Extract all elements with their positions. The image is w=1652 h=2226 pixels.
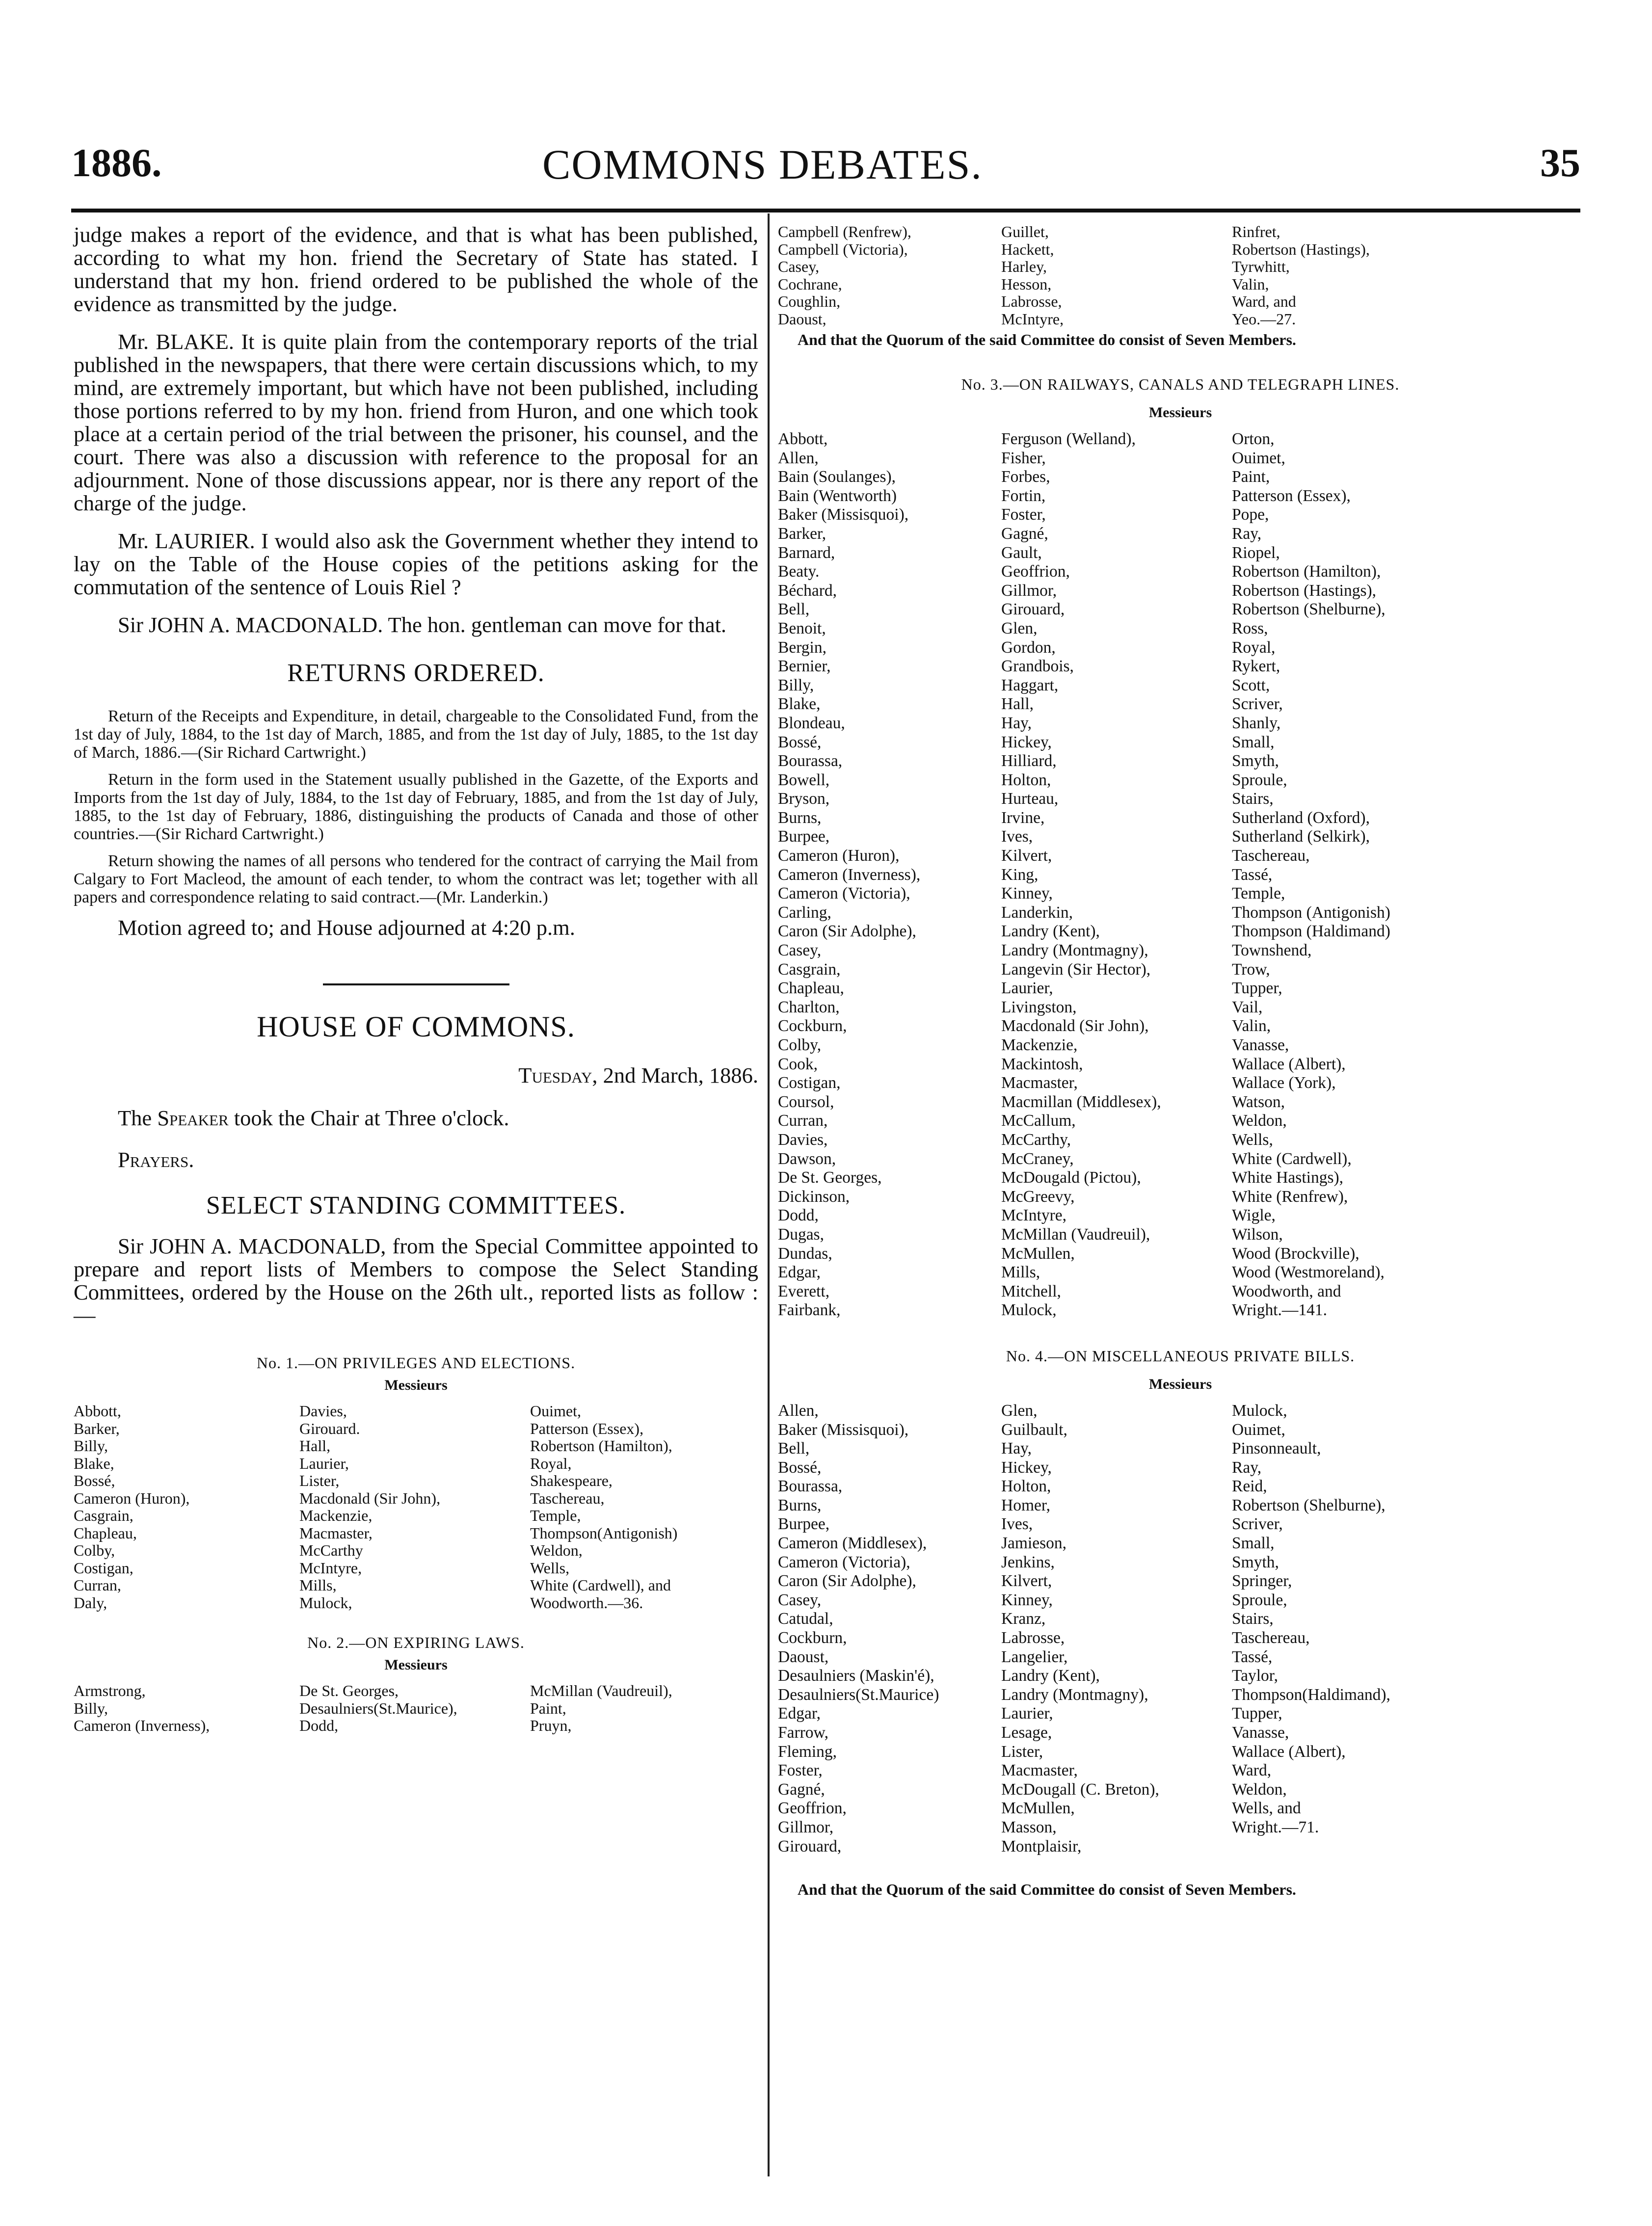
member-column: Glen, Guilbault, Hay, Hickey, Holton, Homer, Ives, Jamieson, Jenkins, Kilvert, Kinney, Kranz, Labrosse, Langelier, Landry (Kent), Landry (Montmagny), Laurier, Lesage, Lister, Macmaster, McDougall (C. Breton), McMullen, Masson, Montplaisir, bbox=[1001, 1401, 1159, 1855]
member-column: Ouimet, Patterson (Essex), Robertson (Hamilton), Royal, Shakespeare, Taschereau, Temple, Thompson(Antigonish) Weldon, Wells, White (Cardwell), and Woodworth.—36. bbox=[530, 1402, 678, 1612]
header-year: 1886. bbox=[71, 140, 162, 185]
debate-paragraph bbox=[74, 530, 758, 599]
member-column: Orton, Ouimet, Paint, Patterson (Essex), Pope, Ray, Riopel, Robertson (Hamilton), Robertson (Hastings), Robertson (Shelburne), Ross, Royal, Rykert, Scott, Scriver, Shanly, Small, Smyth, Sproule, Stairs, Sutherland (Oxford), Sutherland (Selkirk), Taschereau, Tassé, Temple, Thompson (Antigonish) Thompson (Haldimand) Townshend, Trow, Tupper, Vail, Valin, Vanasse, Wallace (Albert), Wallace (York), Watson, Weldon, Wells, White (Cardwell), White Hastings), White (Renfrew), Wigle, Wilson, Wood (Brockville), Wood (Westmoreland), Woodworth, and Wright.—141. bbox=[1232, 430, 1390, 1320]
quorum-note: And that the Quorum of the said Committee do consist of Seven Members. bbox=[798, 1881, 1296, 1899]
return-item: Return of the Receipts and Expenditure, in detail, chargeable to the Consolidated Fund, from the 1st day of July, 1884, to the 1st day of March, 1885, and from the 1st day of July, 1885, to the 1st day of March, 1886.—(Sir Richard Cartwright.) bbox=[74, 707, 758, 762]
member-list bbox=[778, 1402, 1583, 1856]
member-column: Campbell (Renfrew), Campbell (Victoria), Casey, Cochrane, Coughlin, Daoust, bbox=[778, 223, 911, 328]
returns-heading: RETURNS ORDERED. bbox=[287, 659, 545, 687]
right-column bbox=[778, 223, 1583, 1898]
member-column: Abbott, Barker, Billy, Blake, Bossé, Cameron (Huron), Casgrain, Chapleau, Colby, Costigan, Curran, Daly, bbox=[74, 1402, 190, 1612]
debate-paragraph bbox=[74, 330, 758, 515]
debate-paragraph: judge makes a report of the evidence, and that is what has been published, according to what my hon. friend the Secretary of State has stated. I understand that my hon. friend ordered to be published the whole of the evidence as transmitted by the judge. bbox=[74, 222, 758, 316]
member-list bbox=[74, 1682, 758, 1735]
return-item: Return in the form used in the Statement usually published in the Gazette, of the Exports and Imports from the 1st day of July, 1884, to the 1st day of February, 1885, and from the 1st day of July, 1885, to the 1st day of February, 1886, distinguishing the products of Canada and those of other countries.—(Sir Richard Cartwright.) bbox=[74, 770, 758, 843]
committee-title: No. 1.—ON PRIVILEGES AND ELECTIONS. bbox=[256, 1354, 576, 1372]
debate-paragraph bbox=[74, 1235, 758, 1327]
member-column: Abbott, Allen, Bain (Soulanges), Bain (Wentworth) Baker (Missisquoi), Barker, Barnard, Beaty. Béchard, Bell, Benoit, Bergin, Bernier, Billy, Blake, Blondeau, Bossé, Bourassa, Bowell, Bryson, Burns, Burpee, Cameron (Huron), Cameron (Inverness), Cameron (Victoria), Carling, Caron (Sir Adolphe), Casey, Casgrain, Chapleau, Charlton, Cockburn, Colby, Cook, Costigan, Coursol, Curran, Davies, Dawson, De St. Georges, Dickinson, Dodd, Dugas, Dundas, Edgar, Everett, Fairbank, bbox=[778, 430, 921, 1320]
speech-text: from the Special Committee appointed to prepare and report lists of Members to compose the Select Standing Committees, ordered by the House on the 26th ult., reported lists as follow :— bbox=[74, 1234, 758, 1327]
messieurs-label: Messieurs bbox=[384, 1377, 448, 1393]
return-item: Return showing the names of all persons who tendered for the contract of carrying the Mail from Calgary to Fort Macleod, the amount of each tender, to whom the contract was let; together with all papers and correspondence relating to said contract.—(Mr. Landerkin.) bbox=[74, 852, 758, 906]
header-rule bbox=[71, 209, 1580, 212]
motion-text: Motion agreed to; and House adjourned at 4:20 p.m. bbox=[118, 915, 575, 940]
section-divider bbox=[323, 983, 509, 985]
speaker-name: Sir JOHN A. MACDONALD. bbox=[118, 612, 383, 637]
messieurs-label: Messieurs bbox=[1148, 404, 1212, 421]
member-list bbox=[778, 223, 1583, 328]
prayers-line: Prayers. bbox=[118, 1147, 194, 1172]
speech-text: The hon. gentleman can move for that. bbox=[388, 612, 727, 637]
member-column: Ferguson (Welland), Fisher, Forbes, Fortin, Foster, Gagné, Gault, Geoffrion, Gillmor, Girouard, Glen, Gordon, Grandbois, Haggart, Hall, Hay, Hickey, Hilliard, Holton, Hurteau, Irvine, Ives, Kilvert, King, Kinney, Landerkin, Landry (Kent), Landry (Montmagny), Langevin (Sir Hector), Laurier, Livingston, Macdonald (Sir John), Mackenzie, Mackintosh, Macmaster, Macmillan (Middlesex), McCallum, McCarthy, McCraney, McDougald (Pictou), McGreevy, McIntyre, McMillan (Vaudreuil), McMullen, Mills, Mitchell, Mulock, bbox=[1001, 430, 1161, 1320]
speaker-name: Sir JOHN A. MACDONALD, bbox=[118, 1234, 386, 1258]
header-title: COMMONS DEBATES. bbox=[542, 141, 983, 188]
messieurs-label: Messieurs bbox=[1148, 1376, 1212, 1392]
messieurs-label: Messieurs bbox=[384, 1657, 448, 1673]
member-column: Mulock, Ouimet, Pinsonneault, Ray, Reid, Robertson (Shelburne), Scriver, Small, Smyth, Springer, Sproule, Stairs, Taschereau, Tassé, Taylor, Thompson(Haldimand), Tupper, Vanasse, Wallace (Albert), Ward, Weldon, Wells, and Wright.—71. bbox=[1232, 1401, 1390, 1836]
member-list bbox=[778, 430, 1583, 1320]
committee-title: No. 2.—ON EXPIRING LAWS. bbox=[307, 1634, 525, 1651]
quorum-note: And that the Quorum of the said Committee do consist of Seven Members. bbox=[798, 331, 1296, 348]
member-column: McMillan (Vaudreuil), Paint, Pruyn, bbox=[530, 1682, 672, 1734]
member-column: Rinfret, Robertson (Hastings), Tyrwhitt, Valin, Ward, and Yeo.—27. bbox=[1232, 223, 1370, 328]
debate-paragraph bbox=[74, 613, 758, 636]
column-divider bbox=[768, 213, 770, 2176]
house-of-commons-heading: HOUSE OF COMMONS. bbox=[257, 1010, 575, 1043]
member-column: Armstrong, Billy, Cameron (Inverness), bbox=[74, 1682, 210, 1734]
member-column: De St. Georges, Desaulniers(St.Maurice), Dodd, bbox=[299, 1682, 457, 1734]
header-page-number: 35 bbox=[1540, 140, 1580, 185]
speech-text: I would also ask the Government whether they intend to lay on the Table of the House copies of the petitions asking for the commutation of the sentence of Louis Riel ? bbox=[74, 529, 758, 599]
left-column bbox=[74, 223, 758, 1735]
member-column: Allen, Baker (Missisquoi), Bell, Bossé, Bourassa, Burns, Burpee, Cameron (Middlesex), Cameron (Victoria), Caron (Sir Adolphe), Casey, Catudal, Cockburn, Daoust, Desaulniers (Maskin'é), Desaulniers(St.Maurice) Edgar, Farrow, Fleming, Foster, Gagné, Geoffrion, Gillmor, Girouard, bbox=[778, 1401, 939, 1855]
select-standing-committees-heading: SELECT STANDING COMMITTEES. bbox=[206, 1192, 626, 1219]
page-header bbox=[71, 140, 1580, 199]
speaker-name: Mr. LAURIER. bbox=[118, 529, 255, 553]
committee-title: No. 3.—ON RAILWAYS, CANALS AND TELEGRAPH LINES. bbox=[961, 375, 1400, 393]
sitting-date: Tuesday, 2nd March, 1886. bbox=[518, 1063, 758, 1087]
member-column: Guillet, Hackett, Harley, Hesson, Labrosse, McIntyre, bbox=[1001, 223, 1064, 328]
member-list bbox=[74, 1403, 758, 1612]
member-column: Davies, Girouard. Hall, Laurier, Lister, Macdonald (Sir John), Mackenzie, Macmaster, McCarthy McIntyre, Mills, Mulock, bbox=[299, 1402, 441, 1612]
speaker-chair-line: The Speaker took the Chair at Three o'clock. bbox=[118, 1106, 509, 1130]
speech-text: It is quite plain from the contemporary reports of the trial published in the newspapers, that there were certain discussions which, to my mind, are extremely important, but which have not been published, including those portions referred to by my hon. friend from Huron, and one which took place at a certain period of the trial between the prisoner, his counsel, and the court. There was also a discussion with reference to the proposal for an adjournment. None of those discussions appear, nor is there any report of the charge of the judge. bbox=[74, 329, 759, 515]
committee-title: No. 4.—ON MISCELLANEOUS PRIVATE BILLS. bbox=[1006, 1347, 1355, 1365]
speaker-name: Mr. BLAKE. bbox=[118, 329, 234, 354]
